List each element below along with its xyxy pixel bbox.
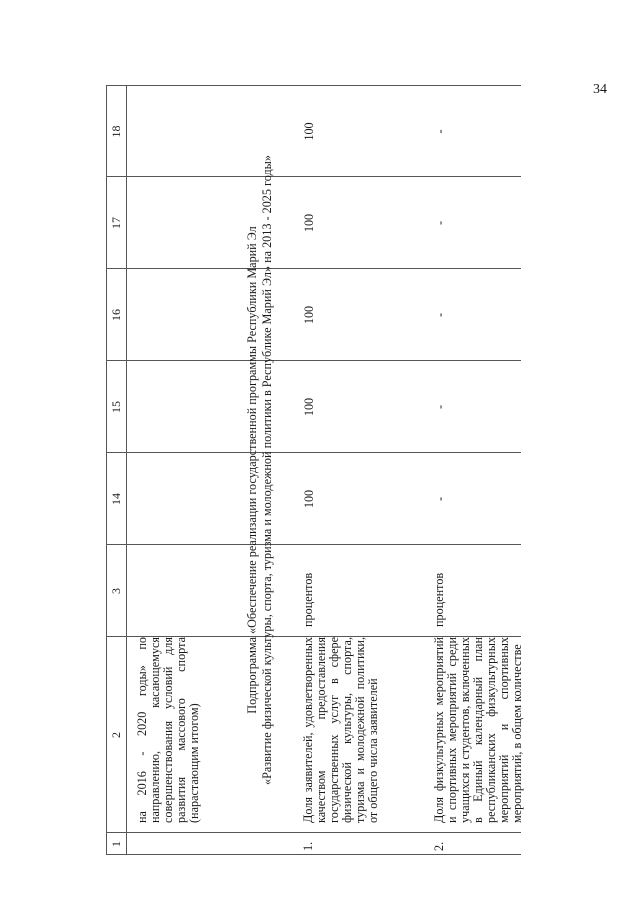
header-col-14: 14 — [109, 493, 123, 505]
row-value-16: - — [433, 312, 447, 318]
page-number: 34 — [593, 82, 607, 97]
rotated-table — [106, 85, 524, 855]
row-value-18: - — [433, 129, 447, 134]
row-value-14: - — [433, 496, 447, 502]
row-number: 1. — [301, 841, 315, 851]
row-value-14: 100 — [302, 489, 316, 509]
row-indicator-name: Доля заявителей, удовлетворенных качеством предоставления государственных услуг в сфере физической культуры, спорта, туризма и молодежной политики, от общего числа заявителей — [301, 637, 380, 823]
row-value-17: 100 — [302, 213, 316, 233]
header-col-1: 1 — [109, 841, 123, 847]
header-col-16: 16 — [109, 309, 123, 321]
header-col-2: 2 — [109, 732, 123, 738]
header-col-18: 18 — [109, 125, 123, 138]
header-col-17: 17 — [109, 217, 123, 229]
header-border-bottom — [126, 85, 127, 855]
subprogram-title-line2: «Развитие физической культуры, спорта, туризма и молодежной политики в Республике Марий Эл» на 2013 - 2025 годы» — [260, 155, 274, 785]
header-col-3: 3 — [109, 588, 123, 594]
row-indicator-name: Доля физкультурных мероприятий и спортивных мероприятий среди учащихся и студентов, включенных в Единый календарный план республиканских физкультурных мероприятий и спортивных мероприятий, в общем количестве — [432, 637, 524, 823]
row-value-15: 100 — [302, 397, 316, 417]
row-value-16: 100 — [302, 305, 316, 325]
row-value-15: - — [433, 404, 447, 410]
header-col-15: 15 — [109, 401, 123, 413]
row-value-18: 100 — [302, 122, 316, 141]
row-unit: процентов — [301, 572, 315, 627]
row-value-17: - — [433, 220, 447, 226]
continued-indicator-text: на 2016 - 2020 годы» по направлению, касающемуся совершенствования условий для развития массового спорта (нарастающим итогом) — [135, 637, 201, 823]
row-unit: процентов — [432, 572, 446, 627]
subprogram-title-line1: Подпрограмма «Обеспечение реализации государственной программы Республики Марий Эл — [245, 226, 259, 714]
row-number: 2. — [432, 841, 446, 851]
col-border — [106, 854, 521, 855]
